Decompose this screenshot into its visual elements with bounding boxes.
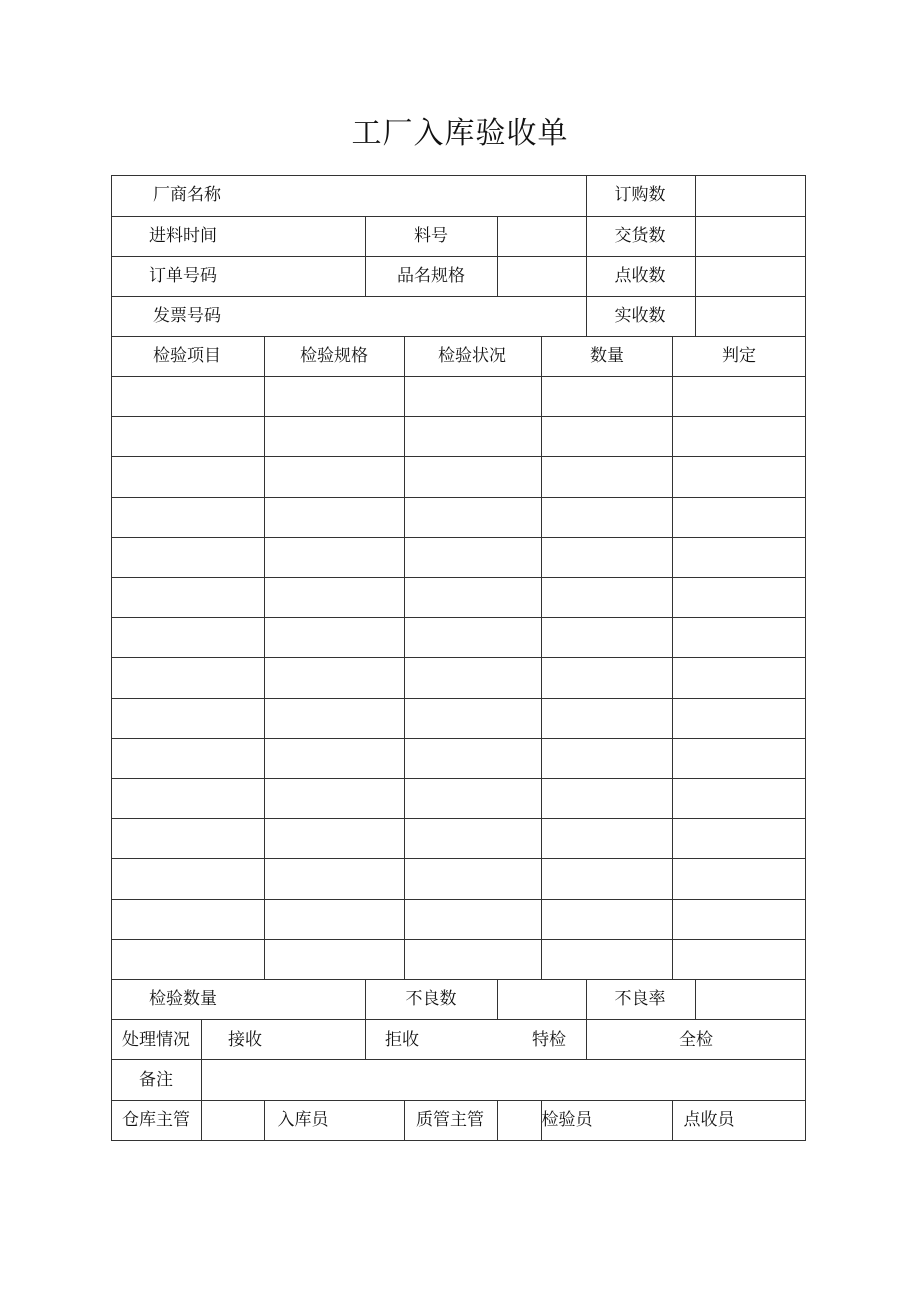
grid-line (111, 256, 806, 257)
form-title: 工厂入库验收单 (351, 116, 569, 151)
grid-line (111, 1059, 806, 1060)
grid-line (586, 175, 587, 336)
grid-line (404, 1100, 405, 1141)
invoice-no-label: 发票号码 (153, 306, 221, 326)
actual-qty-label: 实收数 (614, 306, 666, 326)
grid-line (695, 175, 696, 336)
grid-line (497, 979, 498, 1019)
col-header-item: 检验项目 (153, 346, 221, 366)
col-header-status: 检验状况 (438, 346, 506, 366)
handling-label: 处理情况 (122, 1030, 190, 1050)
order-no-label: 订单号码 (149, 266, 217, 286)
count-qty-label: 点收数 (614, 266, 666, 286)
grid-line (586, 979, 587, 1019)
defect-qty-label: 不良数 (405, 989, 457, 1009)
grid-line (111, 738, 806, 739)
grid-line (111, 657, 806, 658)
grid-line (111, 296, 806, 297)
grid-line (111, 1100, 806, 1101)
grid-line (111, 376, 806, 377)
grid-line (111, 456, 806, 457)
stock-clerk-label: 入库员 (277, 1110, 329, 1130)
grid-line (365, 1019, 366, 1059)
grid-line (541, 1100, 542, 1141)
product-spec-label: 品名规格 (397, 266, 465, 286)
grid-line (672, 336, 673, 979)
grid-line (805, 175, 806, 1141)
grid-line (111, 818, 806, 819)
grid-line (111, 979, 806, 980)
handling-special: 特检 (532, 1030, 566, 1050)
grid-line (201, 1059, 202, 1100)
grid-line (111, 858, 806, 859)
inspection-form (111, 175, 806, 1141)
grid-line (111, 497, 806, 498)
grid-line (111, 416, 806, 417)
grid-line (111, 577, 806, 578)
remarks-label: 备注 (139, 1070, 173, 1090)
delivery-qty-label: 交货数 (614, 226, 666, 246)
order-qty-label: 订购数 (614, 185, 666, 205)
grid-line (111, 1019, 806, 1020)
qa-manager-label: 质管主管 (416, 1110, 484, 1130)
grid-line (695, 979, 696, 1019)
grid-line (111, 537, 806, 538)
grid-line (111, 336, 806, 337)
vendor-name-label: 厂商名称 (153, 185, 221, 205)
grid-line (497, 1100, 498, 1141)
material-no-label: 料号 (414, 226, 448, 246)
grid-line (111, 175, 806, 176)
grid-line (497, 216, 498, 296)
grid-line (111, 1140, 806, 1141)
col-header-verdict: 判定 (722, 346, 756, 366)
grid-line (264, 1100, 265, 1141)
inspector-label: 检验员 (541, 1110, 593, 1130)
grid-line (541, 336, 542, 979)
inspect-qty-label: 检验数量 (149, 989, 217, 1009)
grid-line (111, 698, 806, 699)
grid-line (365, 216, 366, 296)
grid-line (586, 1019, 587, 1059)
warehouse-manager-label: 仓库主管 (122, 1110, 190, 1130)
grid-line (365, 979, 366, 1019)
col-header-spec: 检验规格 (300, 346, 368, 366)
handling-reject: 拒收 (385, 1030, 419, 1050)
grid-line (672, 1100, 673, 1141)
handling-accept: 接收 (228, 1030, 262, 1050)
grid-line (201, 1100, 202, 1141)
receive-time-label: 进料时间 (149, 226, 217, 246)
grid-line (111, 778, 806, 779)
col-header-qty: 数量 (590, 346, 624, 366)
receiver-label: 点收员 (683, 1110, 735, 1130)
defect-rate-label: 不良率 (614, 989, 666, 1009)
grid-line (404, 336, 405, 979)
grid-line (264, 336, 265, 979)
grid-line (201, 1019, 202, 1059)
grid-line (111, 175, 112, 1141)
grid-line (111, 216, 806, 217)
grid-line (111, 939, 806, 940)
grid-line (111, 899, 806, 900)
handling-full: 全检 (679, 1030, 713, 1050)
grid-line (111, 617, 806, 618)
